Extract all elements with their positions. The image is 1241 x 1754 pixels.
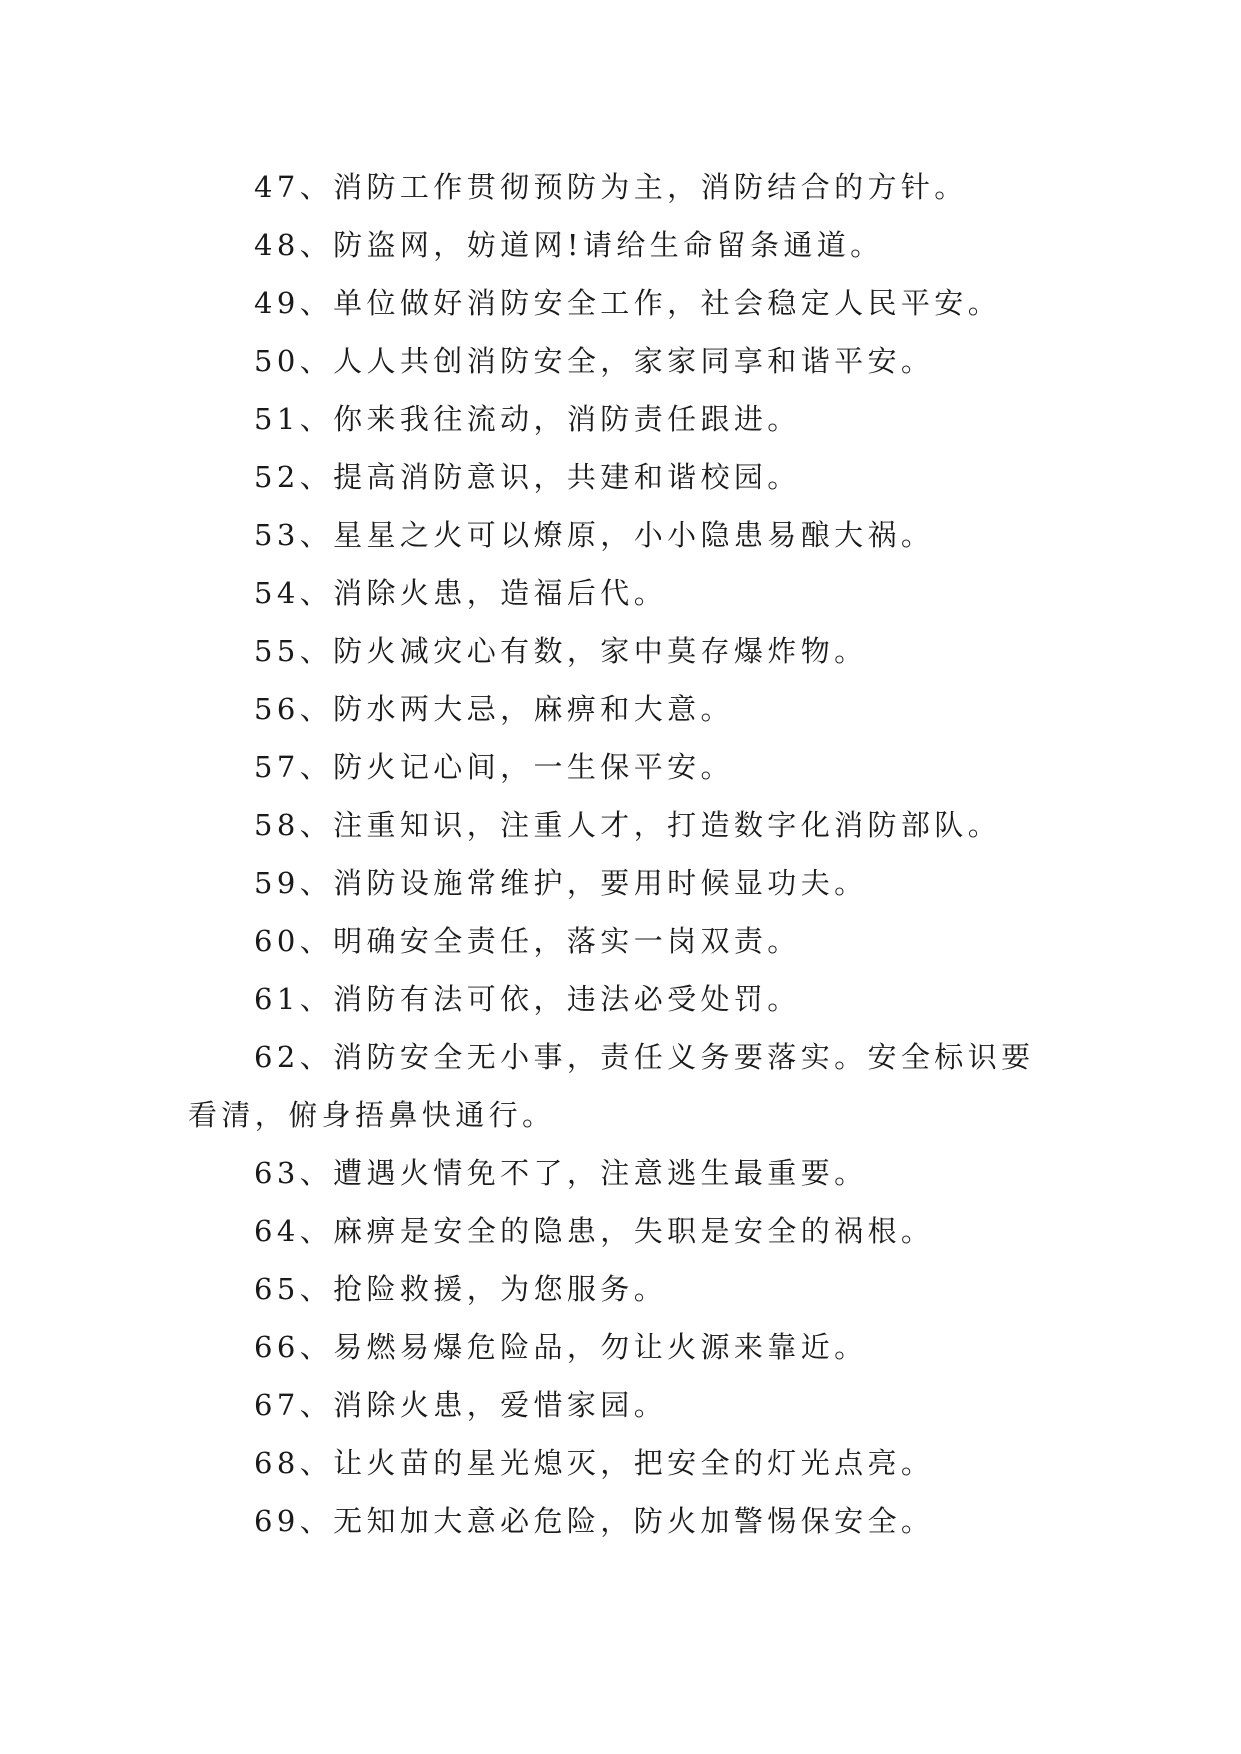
slogan-paragraph: 47、消防工作贯彻预防为主，消防结合的方针。 (254, 170, 968, 204)
slogan-paragraph: 63、遭遇火情免不了，注意逃生最重要。 (254, 1156, 868, 1190)
slogan-paragraph: 65、抢险救援，为您服务。 (254, 1272, 668, 1306)
slogan-paragraph: 53、星星之火可以燎原，小小隐患易酿大祸。 (254, 518, 935, 552)
slogan-paragraph: 56、防水两大忌，麻痹和大意。 (254, 692, 734, 726)
slogan-paragraph: 52、提高消防意识，共建和谐校园。 (254, 460, 801, 494)
slogan-paragraph: 54、消除火患，造福后代。 (254, 576, 668, 610)
slogan-paragraph: 57、防火记心间，一生保平安。 (254, 750, 734, 784)
slogan-paragraph: 50、人人共创消防安全，家家同享和谐平安。 (254, 344, 935, 378)
slogan-paragraph: 64、麻痹是安全的隐患，失职是安全的祸根。 (254, 1214, 935, 1248)
slogan-paragraph: 60、明确安全责任，落实一岗双责。 (254, 924, 801, 958)
slogan-paragraph: 61、消防有法可依，违法必受处罚。 (254, 982, 801, 1016)
slogan-paragraph: 49、单位做好消防安全工作，社会稳定人民平安。 (254, 286, 1002, 320)
slogan-paragraph: 58、注重知识，注重人才，打造数字化消防部队。 (254, 808, 1002, 842)
slogan-paragraph: 67、消除火患，爱惜家园。 (254, 1388, 668, 1422)
document-body (188, 158, 1058, 1550)
slogan-paragraph: 62、消防安全无小事，责任义务要落实。安全标识要看清，俯身捂鼻快通行。 (188, 1040, 1035, 1132)
slogan-paragraph: 48、防盗网，妨道网!请给生命留条通道。 (254, 228, 884, 262)
slogan-paragraph: 68、让火苗的星光熄灭，把安全的灯光点亮。 (254, 1446, 935, 1480)
slogan-paragraph: 66、易燃易爆危险品，勿让火源来靠近。 (254, 1330, 868, 1364)
slogan-paragraph: 55、防火减灾心有数，家中莫存爆炸物。 (254, 634, 868, 668)
slogan-paragraph: 51、你来我往流动，消防责任跟进。 (254, 402, 801, 436)
slogan-paragraph: 69、无知加大意必危险，防火加警惕保安全。 (254, 1504, 935, 1538)
slogan-paragraph: 59、消防设施常维护，要用时候显功夫。 (254, 866, 868, 900)
